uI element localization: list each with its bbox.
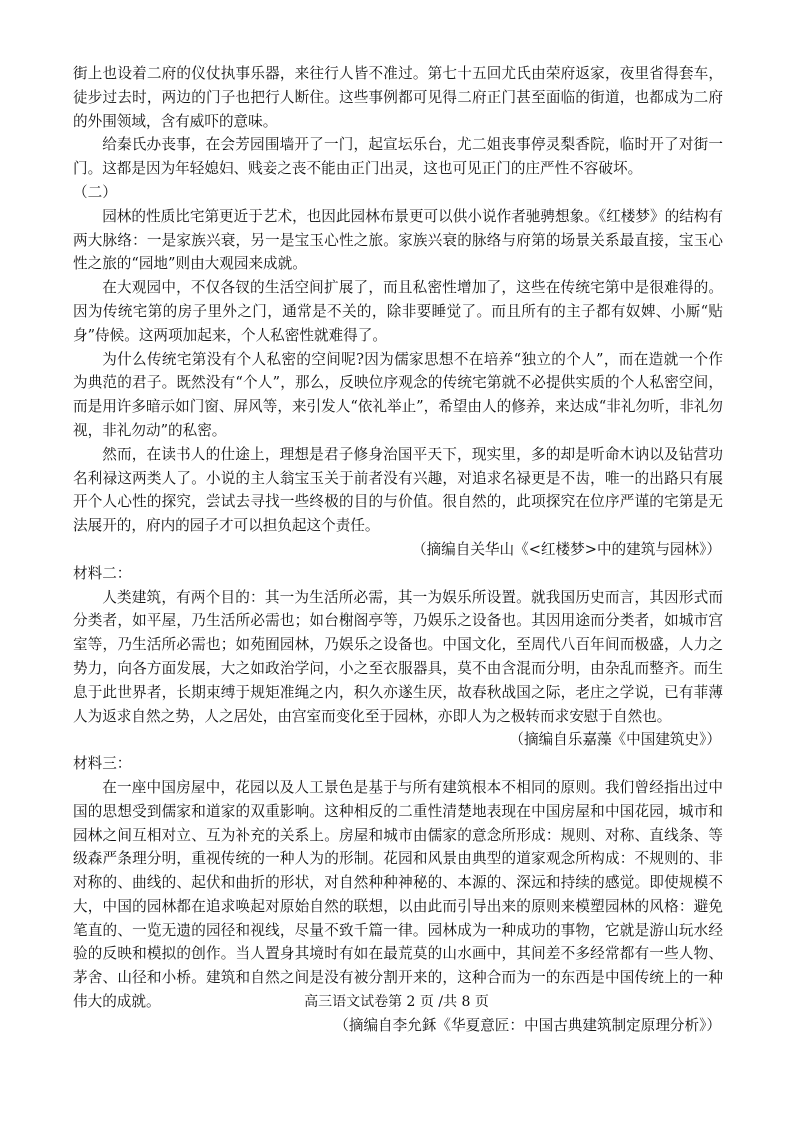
page-footer: 高三语文试卷第 2 页 /共 8 页 [304, 994, 489, 1010]
source-citation: （摘编自乐嘉藻《中国建筑史》） [509, 731, 721, 749]
paragraph: 给秦氏办丧事，在会芳园围墙开了一门，起宣坛乐台，尤二姐丧事停灵梨香院，临时开了对街一门。这都是因为年轻媳妇、贱妾之丧不能由正门出灵，这也可见正门的庄严性不容破坏。 [73, 136, 723, 178]
paragraph: 园林的性质比宅第更近于艺术，也因此园林布景更可以供小说作者驰骋想象。《红楼梦》的结构有两大脉络：一是家族兴衰，另一是宝玉心性之旅。家族兴衰的脉络与府第的场景关系最直接，宝玉心性之旅的“园地”则由大观园来成就。 [73, 207, 723, 273]
paragraph: 为什么传统宅第没有个人私密的空间呢?因为儒家思想不在培养“独立的个人”，而在造就一个作为典范的君子。既然没有“个人”，那么，反映位序观念的传统宅第就不必提供实质的个人私密空间，而是用许多暗示如门窗、屏风等，来引发人“依礼举止”，希望由人的修养，来达成“非礼勿听，非礼勿视，非礼勿动”的私密。 [73, 350, 723, 439]
paragraph: 在一座中国房屋中，花园以及人工景色是基于与所有建筑根本不相同的原则。我们曾经指出过中国的思想受到儒家和道家的双重影响。这种相反的二重性清楚地表现在中国房屋和中国花园，城市和园林之间互相对立、互为补充的关系上。房屋和城市由儒家的意念所形成：规则、对称、直线条、等级森严条理分明，重视传统的一种人为的形制。花园和风景由典型的道家观念所构成：不规则的、非对称的、曲线的、起伏和曲折的形状，对自然种种神秘的、本源的、深远和持续的感觉。即使规模不大，中国的园林都在追求唤起对原始自然的联想，以由此而引导出来的原则来模塑园林的风格：避免笔直的、一览无遗的园径和视线，尽量不致千篇一律。园林成为一种成功的事物，它就是游山玩水经验的反映和模拟的创作。当人置身其境时有如在最荒莫的山水画中，其间差不多经常都有一些人物、茅舍、山径和小桥。建筑和自然之间是没有被分割开来的，这种合而为一的东西是中国传统上的一种伟大的成就。 [73, 778, 723, 1011]
material-heading: 材料二： [73, 564, 132, 582]
source-citation: （摘编自关华山《<红楼梦>中的建筑与园林》） [411, 540, 721, 558]
section-heading: （二） [73, 183, 117, 201]
material-heading: 材料三： [73, 755, 132, 773]
source-citation: （摘编自李允鉌《华夏意匠：中国古典建筑制定原理分析》） [334, 1016, 721, 1034]
paragraph: 在大观园中，不仅各钗的生活空间扩展了，而且私密性增加了，这些在传统宅第中是很难得的。因为传统宅第的房子里外之门，通常是不关的，除非要睡觉了。而且所有的主子都有奴婢、小厮“贴身”侍候。这两项加起来，个人私密性就难得了。 [73, 279, 723, 344]
page-content [73, 62, 723, 1038]
paragraph: 人类建筑，有两个目的：其一为生活所必需，其一为娱乐所设置。就我国历史而言，其因形式而分类者，如平屋，乃生活所必需也；如台榭阁亭等，乃娱乐之设备也。其因用途而分类者，如城市宫室等，乃生活所必需也；如苑囿园林，乃娱乐之设备也。中国文化，至周代八百年间而极盛，人力之势力，向各方面发展，大之如政治学问，小之至衣服器具，莫不由含混而分明，由杂乱而整齐。而生息于此世界者，长期束缚于规矩准绳之内，积久亦遂生厌，故春秋战国之际，老庄之学说，已有菲薄人为返求自然之势，人之居处，由宫室而变化至于园林，亦即人为之极转而求安慰于自然也。 [73, 588, 723, 725]
paragraph: 然而，在读书人的仕途上，理想是君子修身治国平天下，现实里，多的却是听命木讷以及钻营功名利禄这两类人了。小说的主人翁宝玉关于前者没有兴趣，对追求名禄更是不齿，唯一的出路只有展开个人心性的探究，尝试去寻找一些终极的目的与价值。很自然的，此项探究在位序严谨的宅第是无法展开的，府内的园子才可以担负起这个责任。 [73, 445, 723, 535]
paragraph: 街上也设着二府的仪仗执事乐器，来往行人皆不准过。第七十五回尤氏由荣府返家，夜里省得套车，徒步过去时，两边的门子也把行人断住。这些事例都可见得二府正门甚至面临的街道，也都成为二府的外围领域，含有威吓的意味。 [73, 65, 723, 130]
